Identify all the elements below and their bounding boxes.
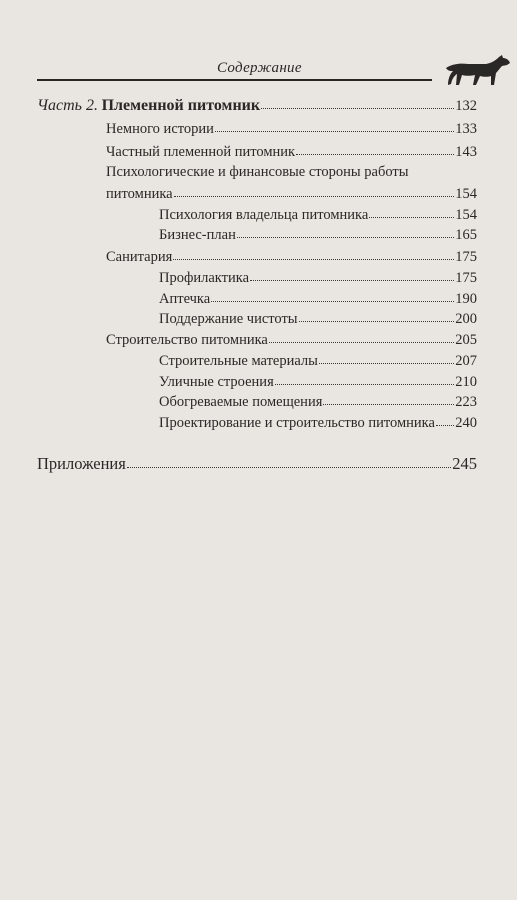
- part-label: Часть 2.: [37, 97, 98, 114]
- page-number: 223: [455, 394, 477, 410]
- page-number: 133: [455, 121, 477, 137]
- toc-entry[interactable]: [106, 143, 477, 161]
- leader-dots: [250, 268, 454, 281]
- entry-label-line1: Психологические и финансовые стороны работы: [106, 164, 409, 180]
- toc-subentry[interactable]: [159, 414, 477, 432]
- entry-label: Аптечка: [159, 291, 211, 307]
- toc-subentry[interactable]: [159, 269, 477, 287]
- page-number: 175: [455, 270, 477, 286]
- toc-subentry[interactable]: [159, 373, 477, 391]
- toc-subentry[interactable]: [159, 206, 477, 224]
- page-number: 154: [455, 207, 477, 223]
- running-header: [37, 56, 477, 86]
- entry-label: Психология владельца питомника: [159, 207, 369, 223]
- toc-part-entry[interactable]: [37, 97, 477, 115]
- leader-dots: [323, 392, 454, 405]
- entry-label: Приложения: [37, 454, 126, 473]
- page-number: 240: [455, 415, 477, 431]
- entry-label: Обогреваемые помещения: [159, 394, 323, 410]
- toc-entry[interactable]: [106, 185, 477, 203]
- leader-dots: [369, 205, 454, 218]
- toc-subentry[interactable]: [159, 290, 477, 308]
- page-number: 210: [455, 374, 477, 390]
- page-number: 154: [455, 186, 477, 202]
- page-number: 132: [455, 98, 477, 114]
- leader-dots: [299, 309, 455, 322]
- page-number: 143: [455, 144, 477, 160]
- leader-dots: [127, 455, 451, 468]
- dog-icon: [442, 54, 512, 88]
- toc-subentry[interactable]: [159, 226, 477, 244]
- entry-label: Уличные строения: [159, 374, 274, 390]
- page-number: 175: [455, 249, 477, 265]
- entry-label: Поддержание чистоты: [159, 311, 298, 327]
- entry-label: Частный племенной питомник: [106, 144, 296, 160]
- leader-dots: [237, 225, 454, 238]
- entry-label: Профилактика: [159, 270, 250, 286]
- leader-dots: [296, 142, 454, 155]
- leader-dots: [174, 184, 455, 197]
- leader-dots: [215, 119, 454, 132]
- page-number: 200: [455, 311, 477, 327]
- leader-dots: [275, 372, 455, 385]
- entry-label: Строительство питомника: [106, 332, 268, 348]
- page-number: 207: [455, 353, 477, 369]
- leader-dots: [269, 330, 454, 343]
- leader-dots: [211, 289, 454, 302]
- page-number: 165: [455, 227, 477, 243]
- toc-subentry[interactable]: [159, 352, 477, 370]
- entry-label: Санитария: [106, 249, 173, 265]
- entry-label: Строительные материалы: [159, 353, 318, 369]
- entry-label: питомника: [106, 186, 173, 202]
- page-number: 190: [455, 291, 477, 307]
- header-rule: [37, 79, 432, 81]
- page-number: 245: [452, 454, 477, 473]
- toc-entry[interactable]: [106, 248, 477, 266]
- page-number: 205: [455, 332, 477, 348]
- entry-label: Немного истории: [106, 121, 214, 137]
- entry-label: Бизнес-план: [159, 227, 236, 243]
- leader-dots: [436, 413, 454, 426]
- toc-appendix-entry[interactable]: [37, 455, 477, 473]
- leader-dots: [173, 247, 454, 260]
- header-title: Содержание: [217, 60, 302, 76]
- toc-entry[interactable]: [106, 120, 477, 138]
- toc-subentry[interactable]: [159, 393, 477, 411]
- toc-entry[interactable]: [106, 331, 477, 349]
- leader-dots: [319, 351, 454, 364]
- leader-dots: [261, 96, 454, 109]
- entry-label: Проектирование и строительство питомника: [159, 415, 435, 431]
- part-title: Племенной питомник: [101, 97, 261, 114]
- toc-subentry[interactable]: [159, 310, 477, 328]
